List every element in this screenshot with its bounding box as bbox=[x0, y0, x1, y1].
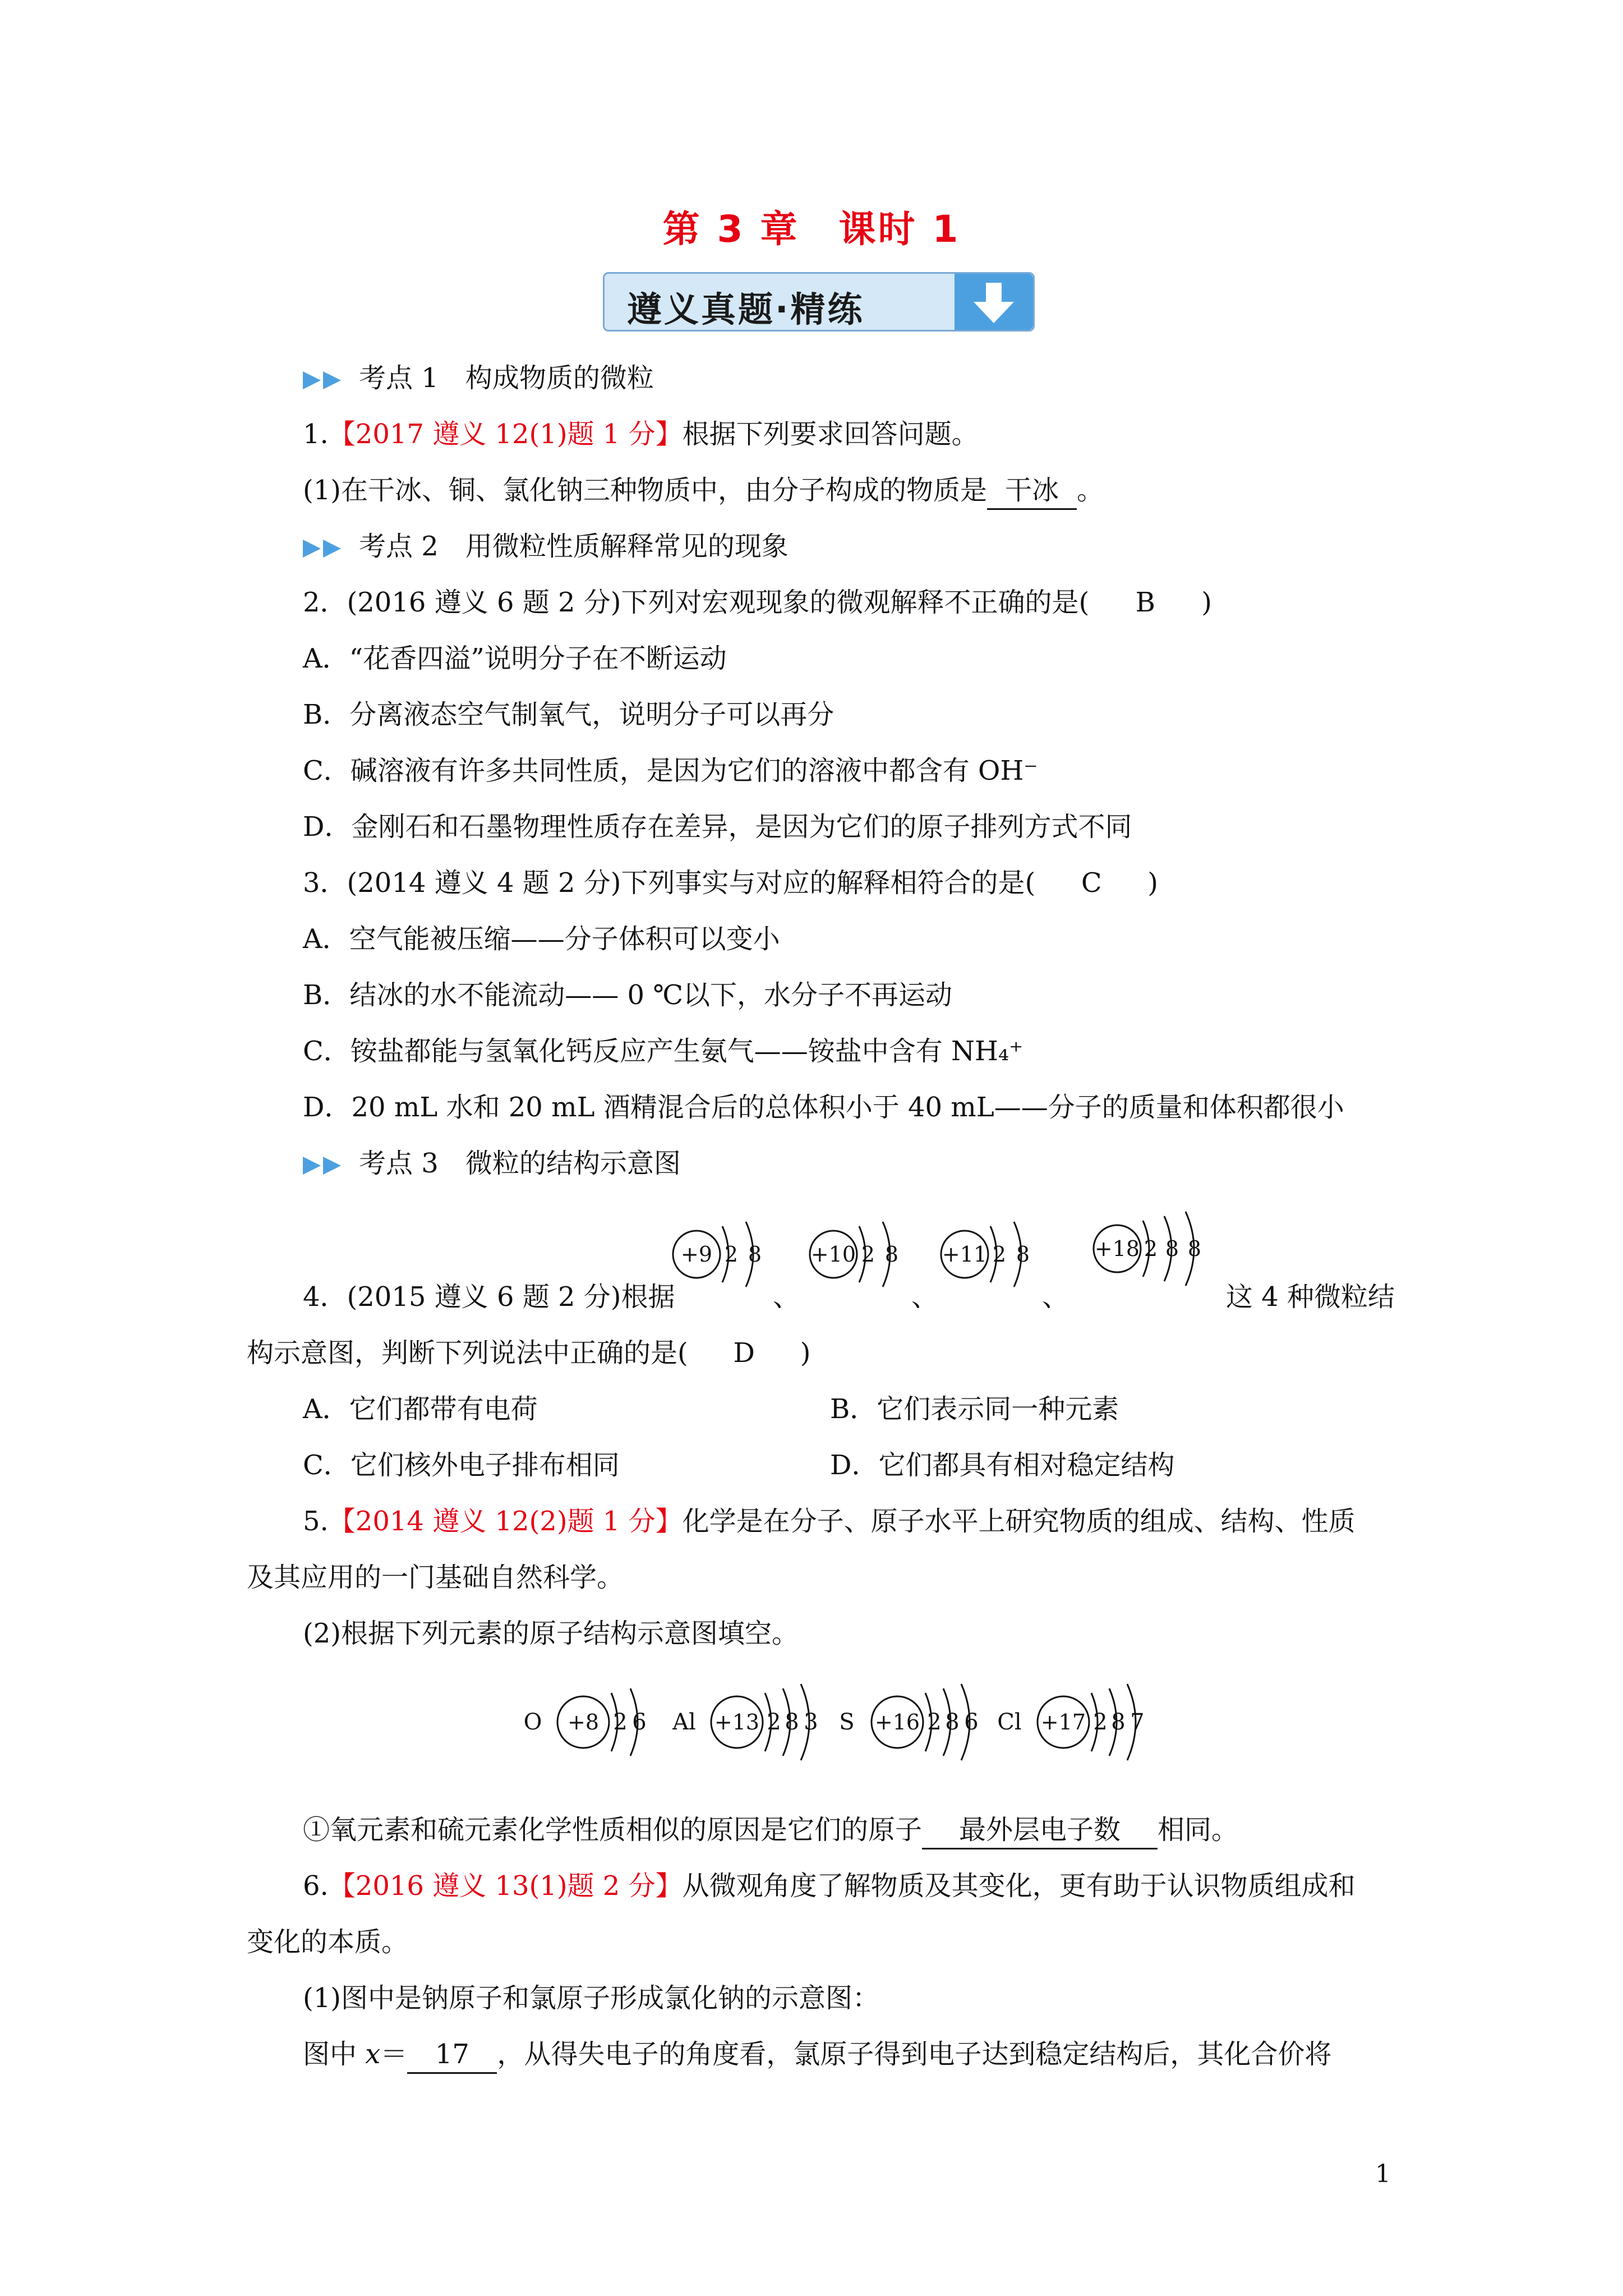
nucleus-label: +10 bbox=[810, 1242, 856, 1267]
kaodian-title: 构成物质的微粒 bbox=[465, 362, 654, 394]
shell-count: 8 bbox=[945, 1709, 960, 1735]
answer-blank: 干冰 bbox=[987, 472, 1077, 510]
shell-count: 2 bbox=[724, 1242, 739, 1267]
shell-count: 2 bbox=[613, 1709, 628, 1735]
atom-diagram-Cl bbox=[997, 1684, 1144, 1760]
kaodian-title: 用微粒性质解释常见的现象 bbox=[465, 531, 789, 562]
shell-count: 8 bbox=[1016, 1242, 1030, 1267]
structure-diagram-1 bbox=[673, 1222, 762, 1287]
question-number: 5. bbox=[303, 1506, 329, 1537]
nucleus-label: +9 bbox=[680, 1242, 713, 1267]
shell-count: 6 bbox=[632, 1709, 647, 1735]
nucleus-label: +16 bbox=[874, 1710, 920, 1734]
page-title: 第 3 章 课时 1 bbox=[662, 208, 961, 251]
separator: 、 bbox=[773, 1281, 800, 1313]
separator: 、 bbox=[1042, 1281, 1069, 1313]
element-symbol: S bbox=[839, 1709, 855, 1735]
option: A．它们都带有电荷 bbox=[303, 1393, 538, 1425]
option: C．它们核外电子排布相同 bbox=[303, 1450, 620, 1481]
question-6-subquestion: 图中 x＝ 17 ，从得失电子的角度看，氯原子得到电子达到稳定结构后，其化合价将 bbox=[303, 2036, 1331, 2074]
question-5-stem-line2: 及其应用的一门基础自然科学。 bbox=[247, 1562, 624, 1593]
shell-count: 8 bbox=[785, 1709, 799, 1735]
page-number: 1 bbox=[1375, 2160, 1391, 2188]
option: D．金刚石和石墨物理性质存在差异，是因为它们的原子排列方式不同 bbox=[303, 811, 1132, 843]
answer-blank: 17 bbox=[407, 2036, 497, 2074]
question-3-stem: 3．(2014 遵义 4 题 2 分)下列事实与对应的解释相符合的是( C ) bbox=[303, 865, 1158, 901]
nucleus-label: +8 bbox=[567, 1710, 600, 1734]
shell-count: 3 bbox=[804, 1709, 818, 1735]
question-5-sub: (2)根据下列元素的原子结构示意图填空。 bbox=[303, 1618, 799, 1649]
atomic-structure-diagrams bbox=[522, 1666, 1183, 1778]
kaodian-label: 考点 1 bbox=[359, 362, 439, 394]
question-source: 【2017 遵义 12(1)题 1 分】 bbox=[328, 418, 683, 450]
option: C．铵盐都能与氢氧化钙反应产生氨气——铵盐中含有 NH₄⁺ bbox=[303, 1036, 1023, 1067]
question-5-subquestion: ①氧元素和硫元素化学性质相似的原因是它们的原子 最外层电子数 相同。 bbox=[303, 1812, 1238, 1849]
atom-diagram-O bbox=[524, 1688, 647, 1756]
structure-diagram-3 bbox=[941, 1222, 1030, 1287]
shell-count: 8 bbox=[748, 1242, 762, 1267]
kaodian-title: 微粒的结构示意图 bbox=[465, 1148, 681, 1179]
shell-count: 8 bbox=[884, 1242, 899, 1267]
atom-diagram-S bbox=[839, 1684, 978, 1760]
shell-count: 2 bbox=[927, 1709, 942, 1735]
double-play-icon bbox=[303, 537, 344, 560]
structure-diagram-4 bbox=[1094, 1212, 1201, 1286]
element-symbol: Al bbox=[672, 1709, 696, 1735]
question-5-stem: 5.【2014 遵义 12(2)题 1 分】化学是在分子、原子水平上研究物质的组成、结构、性质 bbox=[303, 1506, 1355, 1537]
shell-count: 8 bbox=[1187, 1236, 1202, 1261]
particle-structure-diagrams bbox=[662, 1200, 1256, 1313]
shell-count: 2 bbox=[992, 1242, 1007, 1267]
question-4-stem-end: 这 4 种微粒结 bbox=[1226, 1281, 1395, 1313]
shell-count: 7 bbox=[1130, 1709, 1145, 1735]
atom-diagram-Al bbox=[672, 1684, 818, 1760]
nucleus-label: +17 bbox=[1040, 1710, 1086, 1734]
question-source: 【2016 遵义 13(1)题 2 分】 bbox=[328, 1870, 683, 1902]
question-6-stem-line2: 变化的本质。 bbox=[247, 1926, 409, 1958]
question-number: 6. bbox=[303, 1870, 329, 1902]
down-arrow-icon bbox=[955, 274, 1033, 330]
option: A．空气能被压缩——分子体积可以变小 bbox=[303, 923, 780, 955]
answer-choice: B bbox=[1135, 587, 1155, 618]
option: D．它们都具有相对稳定结构 bbox=[830, 1450, 1175, 1481]
shell-count: 2 bbox=[1093, 1709, 1108, 1735]
answer-blank: 最外层电子数 bbox=[922, 1812, 1158, 1849]
question-6-sub: (1)图中是钠原子和氯原子形成氯化钠的示意图： bbox=[303, 1982, 879, 2014]
option: B．分离液态空气制氧气，说明分子可以再分 bbox=[303, 699, 834, 730]
option: B．它们表示同一种元素 bbox=[830, 1393, 1119, 1425]
element-symbol: Cl bbox=[997, 1709, 1022, 1735]
kaodian-3 bbox=[303, 1145, 681, 1181]
shell-count: 2 bbox=[767, 1709, 781, 1735]
shell-count: 8 bbox=[1111, 1709, 1126, 1735]
question-6-stem: 6.【2016 遵义 13(1)题 2 分】从微观角度了解物质及其变化，更有助于认识物质组成和 bbox=[303, 1870, 1355, 1902]
option: B．结冰的水不能流动—— 0 ℃以下，水分子不再运动 bbox=[303, 979, 953, 1011]
answer-choice: C bbox=[1081, 867, 1102, 899]
question-2-stem: 2．(2016 遵义 6 题 2 分)下列对宏观现象的微观解释不正确的是( B ) bbox=[303, 585, 1212, 620]
question-number: 1. bbox=[303, 418, 329, 450]
nucleus-label: +11 bbox=[942, 1242, 988, 1267]
option: D．20 mL 水和 20 mL 酒精混合后的总体积小于 40 mL——分子的质量和体积都很小 bbox=[303, 1092, 1344, 1123]
shell-count: 2 bbox=[861, 1242, 875, 1267]
double-play-icon bbox=[303, 369, 344, 392]
question-text: 根据下列要求回答问题。 bbox=[682, 418, 979, 450]
double-play-icon bbox=[303, 1154, 344, 1177]
question-4-stem-line2: 构示意图，判断下列说法中正确的是( D ) bbox=[247, 1335, 810, 1371]
separator: 、 bbox=[911, 1281, 939, 1313]
answer-choice: D bbox=[733, 1337, 755, 1369]
section-banner bbox=[603, 272, 1035, 332]
shell-count: 2 bbox=[1144, 1236, 1158, 1261]
question-4-stem-start: 4．(2015 遵义 6 题 2 分)根据 bbox=[303, 1281, 675, 1313]
question-1-stem bbox=[303, 416, 979, 452]
element-symbol: O bbox=[523, 1709, 542, 1735]
shell-count: 6 bbox=[964, 1709, 979, 1735]
banner-label: 遵义真题·精练 bbox=[627, 289, 865, 330]
kaodian-1 bbox=[303, 360, 654, 396]
nucleus-label: +13 bbox=[714, 1710, 760, 1734]
question-1-sub: (1)在干冰、铜、氯化钠三种物质中，由分子构成的物质是 干冰 。 bbox=[303, 472, 1104, 510]
shell-count: 8 bbox=[1165, 1236, 1179, 1261]
structure-diagram-2 bbox=[810, 1222, 898, 1287]
kaodian-label: 考点 3 bbox=[359, 1148, 439, 1179]
question-source: 【2014 遵义 12(2)题 1 分】 bbox=[328, 1506, 683, 1537]
option: A．“花香四溢”说明分子在不断运动 bbox=[303, 643, 727, 674]
kaodian-label: 考点 2 bbox=[359, 531, 439, 562]
nucleus-label: +18 bbox=[1094, 1236, 1140, 1261]
option: C．碱溶液有许多共同性质，是因为它们的溶液中都含有 OH⁻ bbox=[303, 755, 1038, 786]
kaodian-2 bbox=[303, 528, 789, 564]
